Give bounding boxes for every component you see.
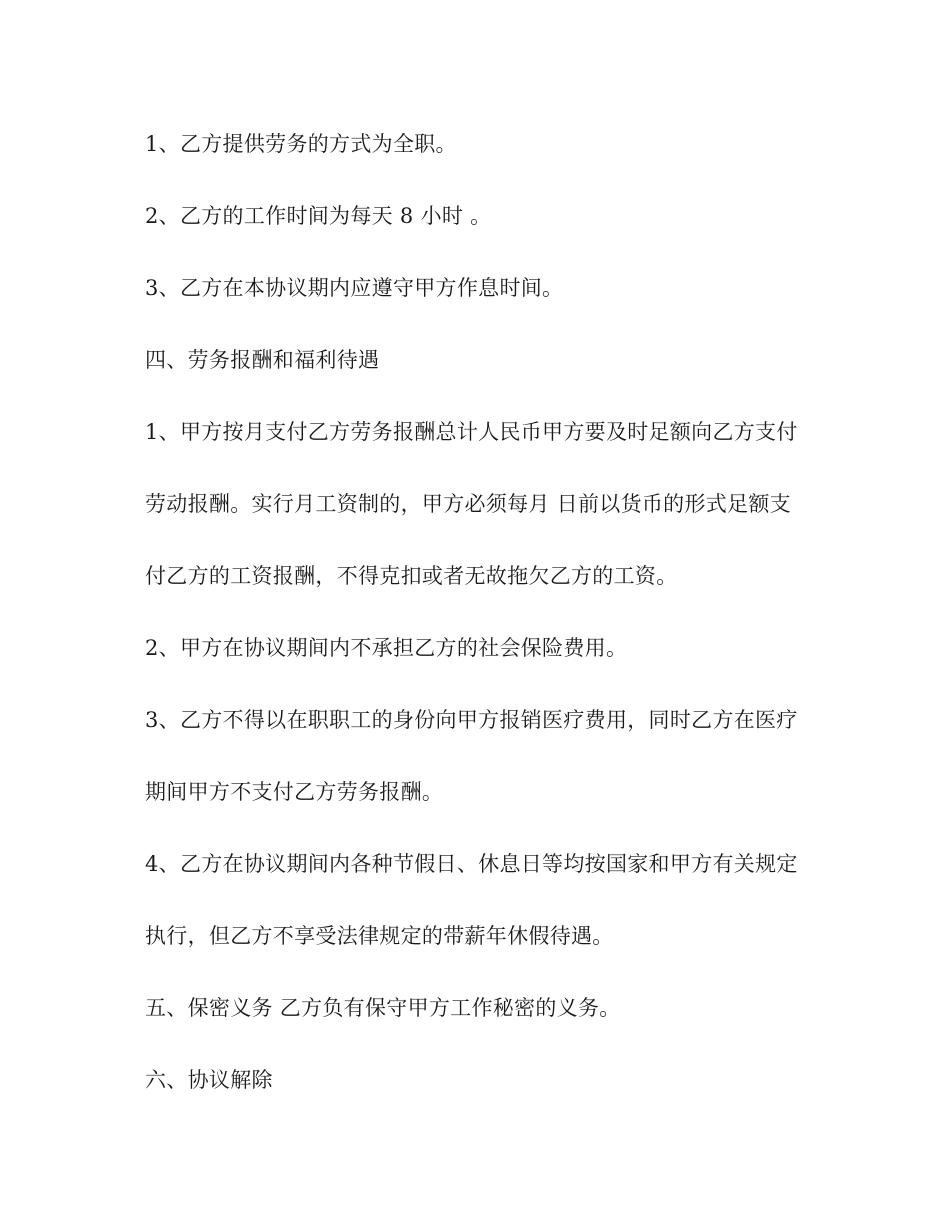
- clause-4-2: 2、甲方在协议期间内不承担乙方的社会保险费用。: [145, 636, 628, 660]
- clause-3-3: 3、乙方在本协议期内应遵守甲方作息时间。: [145, 276, 564, 300]
- clause-3-2: 2、乙方的工作时间为每天 8 小时 。: [145, 204, 492, 228]
- clause-3-1: 1、乙方提供劳务的方式为全职。: [145, 132, 457, 156]
- section-heading-5: 五、保密义务 乙方负有保守甲方工作秘密的义务。: [145, 996, 621, 1020]
- clause-4-1-line-1: 1、甲方按月支付乙方劳务报酬总计人民币甲方要及时足额向乙方支付: [145, 420, 798, 444]
- clause-4-4-line-1: 4、乙方在协议期间内各种节假日、休息日等均按国家和甲方有关规定: [145, 852, 798, 876]
- clause-4-3-line-2: 期间甲方不支付乙方劳务报酬。: [145, 780, 444, 804]
- clause-4-1-line-3: 付乙方的工资报酬，不得克扣或者无故拖欠乙方的工资。: [145, 564, 678, 588]
- section-heading-4: 四、劳务报酬和福利待遇: [145, 348, 380, 372]
- clause-4-3-line-1: 3、乙方不得以在职职工的身份向甲方报销医疗费用，同时乙方在医疗: [145, 708, 798, 732]
- clause-4-1-line-2: 劳动报酬。实行月工资制的，甲方必须每月 日前以货币的形式足额支: [145, 492, 791, 516]
- clause-4-4-line-2: 执行，但乙方不享受法律规定的带薪年休假待遇。: [145, 924, 614, 948]
- section-heading-6: 六、协议解除: [145, 1068, 273, 1092]
